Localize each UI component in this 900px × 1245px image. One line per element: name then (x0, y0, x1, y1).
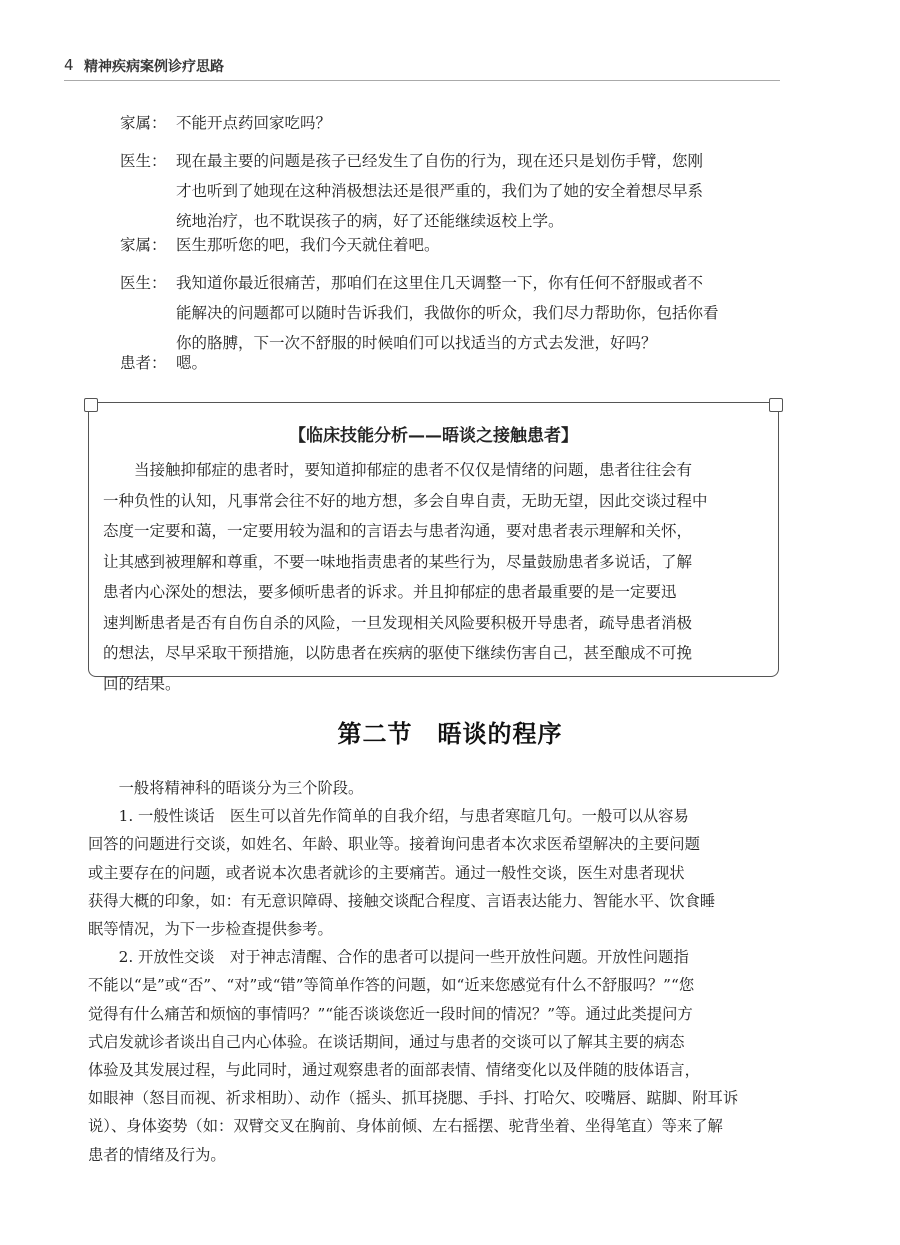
body-line: 或主要存在的问题，或者说本次患者就诊的主要痛苦。通过一般性交谈，医生对患者现状 (88, 863, 685, 882)
analysis-box-title: 【临床技能分析——晤谈之接触患者】 (289, 426, 578, 446)
section-title: 第二节 晤谈的程序 (337, 719, 563, 748)
analysis-line: 速判断患者是否有自伤自杀的风险，一旦发现相关风险要积极开导患者，疏导患者消极 (103, 613, 693, 632)
speaker-label: 家属： (120, 114, 167, 132)
speaker-label: 医生： (120, 152, 167, 170)
body-line: 说）、身体姿势（如：双臂交叉在胸前、身体前倾、左右摇摆、驼背坐着、坐得笔直）等来了解 (88, 1117, 723, 1136)
header-rule (64, 80, 780, 81)
box-corner-ornament (84, 398, 98, 412)
speech-line: 统地治疗，也不耽误孩子的病，好了还能继续返校上学。 (176, 212, 564, 230)
speech-text (176, 230, 800, 260)
analysis-line: 一种负性的认知，凡事常会往不好的地方想，多会自卑自责，无助无望，因此交谈过程中 (103, 491, 708, 510)
analysis-line: 患者内心深处的想法，要多倾听患者的诉求。并且抑郁症的患者最重要的是一定要迅 (103, 583, 677, 601)
speaker-label: 医生： (120, 274, 167, 292)
body-line: 体验及其发展过程，与此同时，通过观察患者的面部表情、情绪变化以及伴随的肢体语言， (88, 1061, 700, 1080)
speech-line: 现在最主要的问题是孩子已经发生了自伤的行为，现在还只是划伤手臂，您刚 (176, 152, 704, 170)
speech-line: 医生那听您的吧，我们今天就住着吧。 (176, 236, 440, 254)
speech-text (176, 108, 800, 138)
body-line: 眠等情况，为下一步检查提供参考。 (88, 920, 333, 939)
speech-text (176, 146, 800, 236)
box-corner-ornament (769, 398, 783, 412)
analysis-line: 回的结果。 (103, 674, 181, 693)
body-line: 一般将精神科的晤谈分为三个阶段。 (88, 779, 364, 797)
body-line: 回答的问题进行交谈，如姓名、年龄、职业等。接着询问患者本次求医希望解决的主要问题 (88, 835, 700, 854)
analysis-line: 当接触抑郁症的患者时，要知道抑郁症的患者不仅仅是情绪的问题，患者往往会有 (103, 461, 693, 479)
body-line: 式启发就诊者谈出自己内心体验。在谈话期间，通过与患者的交谈可以了解其主要的病态 (88, 1032, 685, 1051)
speech-text (176, 348, 800, 378)
speech-line: 能解决的问题都可以随时告诉我们，我做你的听众，我们尽力帮助你，包括你看 (176, 304, 719, 322)
body-line: 觉得有什么痛苦和烦恼的事情吗？”“能否谈谈您近一段时间的情况？”等。通过此类提问方 (88, 1004, 693, 1023)
speaker-label: 患者： (120, 354, 167, 372)
analysis-line: 让其感到被理解和尊重，不要一味地指责患者的某些行为，尽量鼓励患者多说话，了解 (103, 552, 693, 571)
analysis-line: 的想法，尽早采取干预措施，以防患者在疾病的驱使下继续伤害自己，甚至酿成不可挽 (103, 644, 693, 662)
speaker-label: 家属： (120, 236, 167, 254)
body-line: 1. 一般性谈话 医生可以首先作简单的自我介绍，与患者寒暄几句。一般可以从容易 (88, 807, 689, 826)
speech-text (176, 268, 800, 358)
body-line: 不能以“是”或“否”、“对”或“错”等简单作答的问题，如“近来您感觉有什么不舒服吗？”“您 (88, 976, 695, 995)
analysis-line: 态度一定要和蔼，一定要用较为温和的言语去与患者沟通，要对患者表示理解和关怀， (103, 522, 693, 540)
body-text (88, 774, 788, 1169)
clinical-analysis-box (88, 402, 779, 693)
page-number: 4 (64, 56, 74, 74)
speech-line: 你的胳膊，下一次不舒服的时候咱们可以找适当的方式去发泄，好吗？ (176, 334, 657, 352)
running-title: 精神疾病案例诊疗思路 (84, 59, 224, 75)
speech-line: 才也听到了她现在这种消极想法还是很严重的，我们为了她的安全着想尽早系 (176, 182, 704, 200)
speech-line: 我知道你最近很痛苦，那咱们在这里住几天调整一下，你有任何不舒服或者不 (176, 274, 704, 292)
page-header (64, 52, 780, 80)
body-line: 患者的情绪及行为。 (88, 1145, 226, 1164)
speech-line: 不能开点药回家吃吗？ (176, 114, 332, 132)
speech-line: 嗯。 (176, 354, 208, 372)
analysis-box-body (103, 455, 773, 699)
body-line: 2. 开放性交谈 对于神志清醒、合作的患者可以提问一些开放性问题。开放性问题指 (88, 948, 689, 967)
body-line: 获得大概的印象，如：有无意识障碍、接触交谈配合程度、言语表达能力、智能水平、饮食睡 (88, 891, 716, 910)
body-line: 如眼神（怒目而视、祈求相助）、动作（摇头、抓耳挠腮、手抖、打哈欠、咬嘴唇、踮脚、附耳诉 (88, 1089, 739, 1108)
